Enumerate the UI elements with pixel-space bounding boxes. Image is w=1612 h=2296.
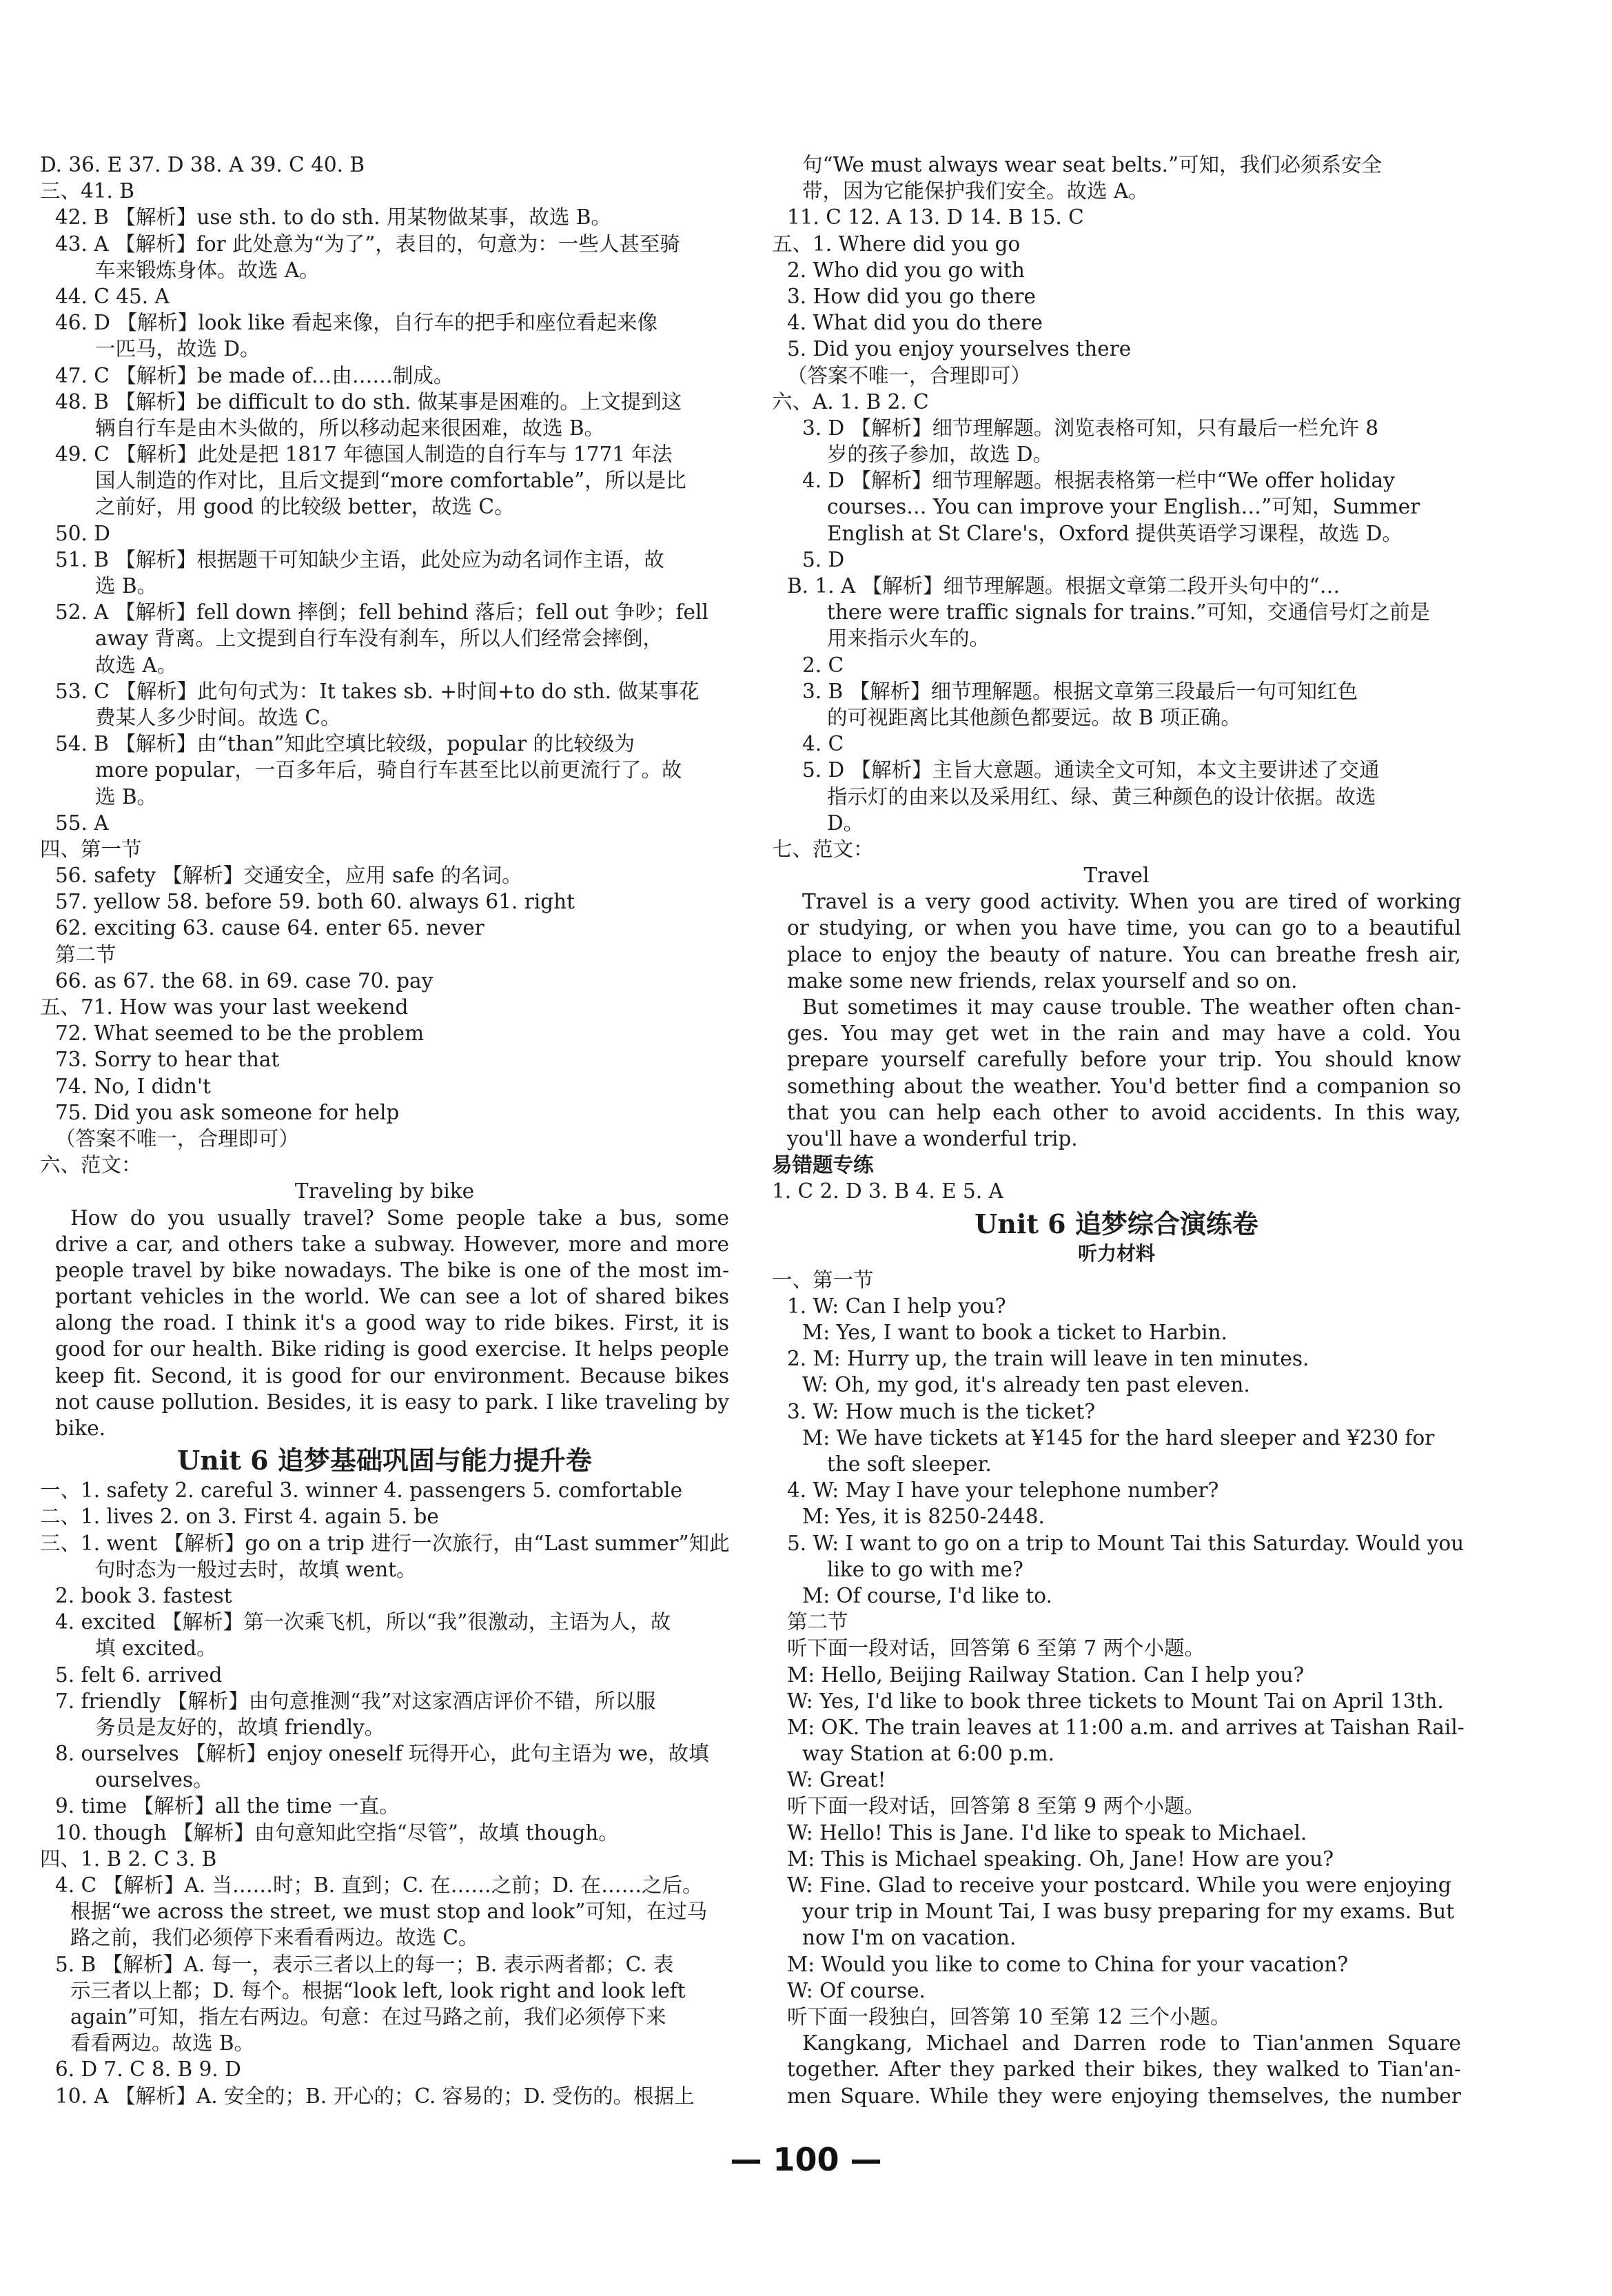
answer-line: 4. C [802,732,844,756]
answer-line: 48. B 【解析】be difficult to do sth. 做某事是困难的。上文提到这 [55,389,682,414]
answer-line: M: Yes, I want to book a ticket to Harbin. [802,1321,1227,1345]
answer-line: 示三者以上都；D. 每个。根据“look left, look right and look left [70,1978,686,2002]
answer-line: 1. C 2. D 3. B 4. E 5. A [772,1179,1003,1203]
answer-line: 五、1. Where did you go [772,232,1021,256]
answer-line: drive a car, and others take a subway. However, more and more [55,1232,729,1256]
answer-line: or studying, or when you have time, you can go to a beautiful [787,916,1461,940]
answer-line: like to go with me? [827,1557,1023,1581]
right-column [772,152,1465,2109]
answer-line: 岁的孩子参加，故选 D。 [827,443,1054,467]
answer-line: 44. C 45. A [55,284,170,308]
answer-line: M: This is Michael speaking. Oh, Jane! How are you? [787,1847,1334,1871]
answer-line: ourselves。 [95,1768,214,1792]
answer-line: 四、第一节 [40,837,142,861]
answer-line: 7. friendly 【解析】由句意推测“我”对这家酒店评价不错，所以服 [55,1689,656,1713]
answer-line: there were traffic signals for trains.”可知，交通信号灯之前是 [827,600,1430,624]
answer-line: M: Of course, I'd like to. [802,1583,1052,1607]
answer-line: 3. D 【解析】细节理解题。浏览表格可知，只有最后一栏允许 8 [802,416,1379,440]
left-column [40,152,729,2109]
answer-line: M: OK. The train leaves at 11:00 a.m. and arrives at Taishan Rail- [787,1715,1465,1739]
answer-line: 之前好，用 good 的比较级 better，故选 C。 [95,495,515,519]
answer-line: 1. W: Can I help you? [787,1294,1006,1318]
answer-line: 46. D 【解析】look like 看起来像，自行车的把手和座位看起来像 [55,311,658,335]
answer-line: keep fit. Second, it is good for our environment. Because bikes [55,1363,729,1388]
answer-line: M: Hello, Beijing Railway Station. Can I help you? [787,1663,1305,1687]
answer-line: 4. What did you do there [787,311,1043,335]
answer-line: 第二节 [55,942,116,966]
answer-line: 9. time 【解析】all the time 一直。 [55,1794,400,1818]
answer-line: 六、A. 1. B 2. C [772,389,929,414]
answer-line: place to enjoy the beauty of nature. You can breathe fresh air, [787,942,1461,966]
answer-line: 3. W: How much is the ticket? [787,1399,1096,1423]
answer-line: together. After they parked their bikes, they walked to Tian'an- [787,2058,1461,2082]
answer-line: 根据“we across the street, we must stop and look”可知，在过马 [70,1900,708,1924]
essay-title: Travel [1083,864,1150,888]
section-title: Unit 6 追梦基础巩固与能力提升卷 [177,1445,592,1476]
answer-line: 费某人多少时间。故选 C。 [95,705,341,729]
answer-line: 6. D 7. C 8. B 9. D [55,2058,241,2082]
answer-line: 填 excited。 [95,1636,217,1660]
answer-line: W: Of course. [787,1978,926,2002]
answer-line: W: Fine. Glad to receive your postcard. While you were enjoying [787,1873,1451,1897]
answer-line: ges. You may get wet in the rain and may have a cold. You [787,1022,1461,1046]
answer-line: M: Yes, it is 8250-2448. [802,1505,1045,1529]
answer-line: W: Oh, my god, it's already ten past eleven. [802,1373,1250,1397]
answer-line: courses… You can improve your English…”可知，Summer [827,495,1420,519]
answer-line: Kangkang, Michael and Darren rode to Tian'anmen Square [802,2031,1461,2055]
answer-line: bike. [55,1416,106,1440]
answer-line: 55. A [55,811,109,835]
answer-line: 49. C 【解析】此处是把 1817 年德国人制造的自行车与 1771 年法 [55,443,673,467]
answer-line: How do you usually travel? Some people take a bus, some [70,1206,729,1230]
answer-line: 一、第一节 [772,1268,874,1292]
answer-line: 4. D 【解析】细节理解题。根据表格第一栏中“We offer holiday [802,469,1395,493]
answer-line: 三、41. B [40,179,134,203]
answer-line: 指示灯的由来以及采用红、绿、黄三种颜色的设计依据。故选 [827,784,1376,809]
answer-line: 2. Who did you go with [787,258,1025,282]
answer-line: 故选 A。 [95,653,178,677]
answer-line: now I'm on vacation. [802,1926,1017,1950]
answer-line: 72. What seemed to be the problem [55,1022,425,1046]
answer-line: portant vehicles in the world. We can see a lot of shared bikes [55,1285,729,1309]
answer-line: 路之前，我们必须停下来看看两边。故选 C。 [70,1926,479,1950]
answer-line: men Square. While they were enjoying themselves, the number [787,2084,1461,2108]
answer-line: 句时态为一般过去时，故填 went。 [95,1557,417,1581]
answer-line: 43. A 【解析】for 此处意为“为了”，表目的，句意为：一些人甚至骑 [55,232,680,256]
answer-line: 听下面一段独白，回答第 10 至第 12 三个小题。 [787,2004,1231,2029]
answer-line: 国人制造的作对比，且后文提到“more comfortable”，所以是比 [95,469,686,493]
page-number: — 100 — [730,2141,882,2178]
answer-line: 10. A 【解析】A. 安全的；B. 开心的；C. 容易的；D. 受伤的。根据上 [55,2084,695,2108]
answer-line: 带，因为它能保护我们安全。故选 A。 [802,179,1149,203]
answer-line: 62. exciting 63. cause 64. enter 65. never [55,916,484,940]
answer-line: 看看两边。故选 B。 [70,2031,255,2055]
answer-line: 42. B 【解析】use sth. to do sth. 用某物做某事，故选 B。 [55,205,611,230]
answer-line: your trip in Mount Tai, I was busy preparing for my exams. But [802,1900,1455,1924]
answer-line: way Station at 6:00 p.m. [802,1742,1055,1766]
answer-line: 听下面一段对话，回答第 6 至第 7 两个小题。 [787,1636,1205,1660]
answer-line: Travel is a very good activity. When you are tired of working [802,890,1461,914]
answer-line: 第二节 [787,1610,848,1634]
answer-line: （答案不唯一，合理即可） [55,1126,300,1150]
answer-line: the soft sleeper. [827,1452,992,1476]
answer-line: 3. B 【解析】细节理解题。根据文章第三段最后一句可知红色 [802,679,1358,703]
answer-line: good for our health. Bike riding is good exercise. It helps people [55,1337,729,1361]
answer-line: more popular，一百多年后，骑自行车甚至比以前更流行了。故 [95,758,682,782]
answer-line: 辆自行车是由木头做的，所以移动起来很困难，故选 B。 [95,416,605,440]
answer-line: 5. W: I want to go on a trip to Mount Tai this Saturday. Would you [787,1531,1465,1555]
answer-line: D。 [827,811,864,835]
answer-line: 5. felt 6. arrived [55,1663,223,1687]
answer-line: 句“We must always wear seat belts.”可知，我们必须系安全 [802,153,1383,176]
answer-line: 四、1. B 2. C 3. B [40,1847,217,1871]
answer-line: 5. Did you enjoy yourselves there [787,337,1132,361]
answer-line: 4. excited 【解析】第一次乘飞机，所以“我”很激动，主语为人，故 [55,1610,671,1634]
answer-line: 七、范文： [772,837,874,861]
answer-line: M: We have tickets at ¥145 for the hard sleeper and ¥230 for [802,1425,1435,1450]
answer-line: 选 B。 [95,574,158,598]
answer-line: something about the weather. You'd better find a companion so [787,1074,1461,1098]
answer-line: 5. B 【解析】A. 每一，表示三者以上的每一；B. 表示两者都；C. 表 [55,1952,674,1976]
section-title: Unit 6 追梦综合演练卷 [975,1208,1258,1239]
section-subtitle: 听力材料 [1077,1241,1155,1265]
answer-line: D. 36. E 37. D 38. A 39. C 40. B [40,153,365,176]
answer-line: 五、71. How was your last weekend [40,995,409,1019]
answer-line: 2. book 3. fastest [55,1583,232,1607]
answer-line: M: Would you like to come to China for your vacation? [787,1952,1349,1976]
answer-line: （答案不唯一，合理即可） [787,363,1032,387]
answer-line: 52. A 【解析】fell down 摔倒；fell behind 落后；fell out 争吵；fell [55,600,708,624]
answer-line: 3. How did you go there [787,284,1036,308]
answer-line: 用来指示火车的。 [827,627,990,651]
answer-line: that you can help each other to avoid accidents. In this way, [787,1100,1461,1124]
answer-line: 11. C 12. A 13. D 14. B 15. C [787,205,1084,230]
answer-line: 2. C [802,653,844,677]
answer-line: 六、范文： [40,1153,142,1177]
answer-line: 务员是友好的，故填 friendly。 [95,1715,385,1739]
answer-line: 一匹马，故选 D。 [95,337,261,361]
answer-line: 4. W: May I have your telephone number? [787,1479,1219,1503]
answer-line: 75. Did you ask someone for help [55,1100,400,1124]
answer-line: B. 1. A 【解析】细节理解题。根据文章第二段开头句中的“… [787,574,1340,598]
answer-line: 73. Sorry to hear that [55,1048,280,1072]
answer-line: people travel by bike nowadays. The bike is one of the most im- [55,1258,729,1282]
answer-line: 56. safety 【解析】交通安全，应用 safe 的名词。 [55,864,522,888]
answer-line: prepare yourself carefully before your trip. You should know [787,1048,1461,1072]
answer-line: 二、1. lives 2. on 3. First 4. again 5. be [40,1505,439,1529]
answer-line: 54. B 【解析】由“than”知此空填比较级，popular 的比较级为 [55,732,635,756]
answer-line: 的可视距离比其他颜色都要远。故 B 项正确。 [827,705,1241,729]
answer-line: 51. B 【解析】根据题干可知缺少主语，此处应为动名词作主语，故 [55,547,664,571]
answer-line: 5. D 【解析】主旨大意题。通读全文可知，本文主要讲述了交通 [802,758,1380,782]
answer-line: 47. C 【解析】be made of…由……制成。 [55,363,454,387]
answer-line: 10. though 【解析】由句意知此空指“尽管”，故填 though。 [55,1820,619,1845]
answer-line: 74. No, I didn't [55,1074,211,1098]
section-label: 易错题专练 [772,1152,874,1177]
answer-line: away 背离。上文提到自行车没有刹车，所以人们经常会摔倒， [95,627,663,651]
answer-line: 2. M: Hurry up, the train will leave in ten minutes. [787,1347,1309,1371]
answer-line: But sometimes it may cause trouble. The weather often chan- [802,995,1461,1019]
answer-line: you'll have a wonderful trip. [787,1126,1078,1150]
answer-line: 50. D [55,521,110,545]
answer-line: not cause pollution. Besides, it is easy to park. I like traveling by [55,1390,729,1414]
answer-line: again”可知，指左右两边。句意：在过马路之前，我们必须停下来 [70,2004,666,2029]
answer-line: 选 B。 [95,784,158,809]
answer-line: along the road. I think it's a good way to ride bikes. First, it is [55,1311,729,1335]
essay-title: Traveling by bike [294,1179,475,1203]
answer-line: 车来锻炼身体。故选 A。 [95,258,320,282]
answer-line: 三、1. went 【解析】go on a trip 进行一次旅行，由“Last summer”知此 [40,1531,730,1555]
answer-line: 听下面一段对话，回答第 8 至第 9 两个小题。 [787,1794,1205,1818]
answer-line: 66. as 67. the 68. in 69. case 70. pay [55,968,433,993]
answer-line: W: Great! [787,1768,886,1792]
answer-line: 53. C 【解析】此句句式为：It takes sb. +时间+to do sth. 做某事花 [55,679,700,703]
answer-line: English at St Clare's，Oxford 提供英语学习课程，故选 D。 [827,521,1402,545]
answer-line: 57. yellow 58. before 59. both 60. always 61. right [55,890,575,914]
answer-line: 一、1. safety 2. careful 3. winner 4. passengers 5. comfortable [40,1479,683,1503]
answer-line: W: Yes, I'd like to book three tickets to Mount Tai on April 13th. [787,1689,1444,1713]
answer-line: 5. D [802,547,845,571]
answer-line: W: Hello! This is Jane. I'd like to speak to Michael. [787,1820,1307,1845]
answer-line: 4. C 【解析】A. 当……时；B. 直到；C. 在……之前；D. 在……之后。 [55,1873,703,1897]
answer-line: make some new friends, relax yourself and so on. [787,968,1298,993]
answer-line: 8. ourselves 【解析】enjoy oneself 玩得开心，此句主语为 we，故填 [55,1742,709,1766]
